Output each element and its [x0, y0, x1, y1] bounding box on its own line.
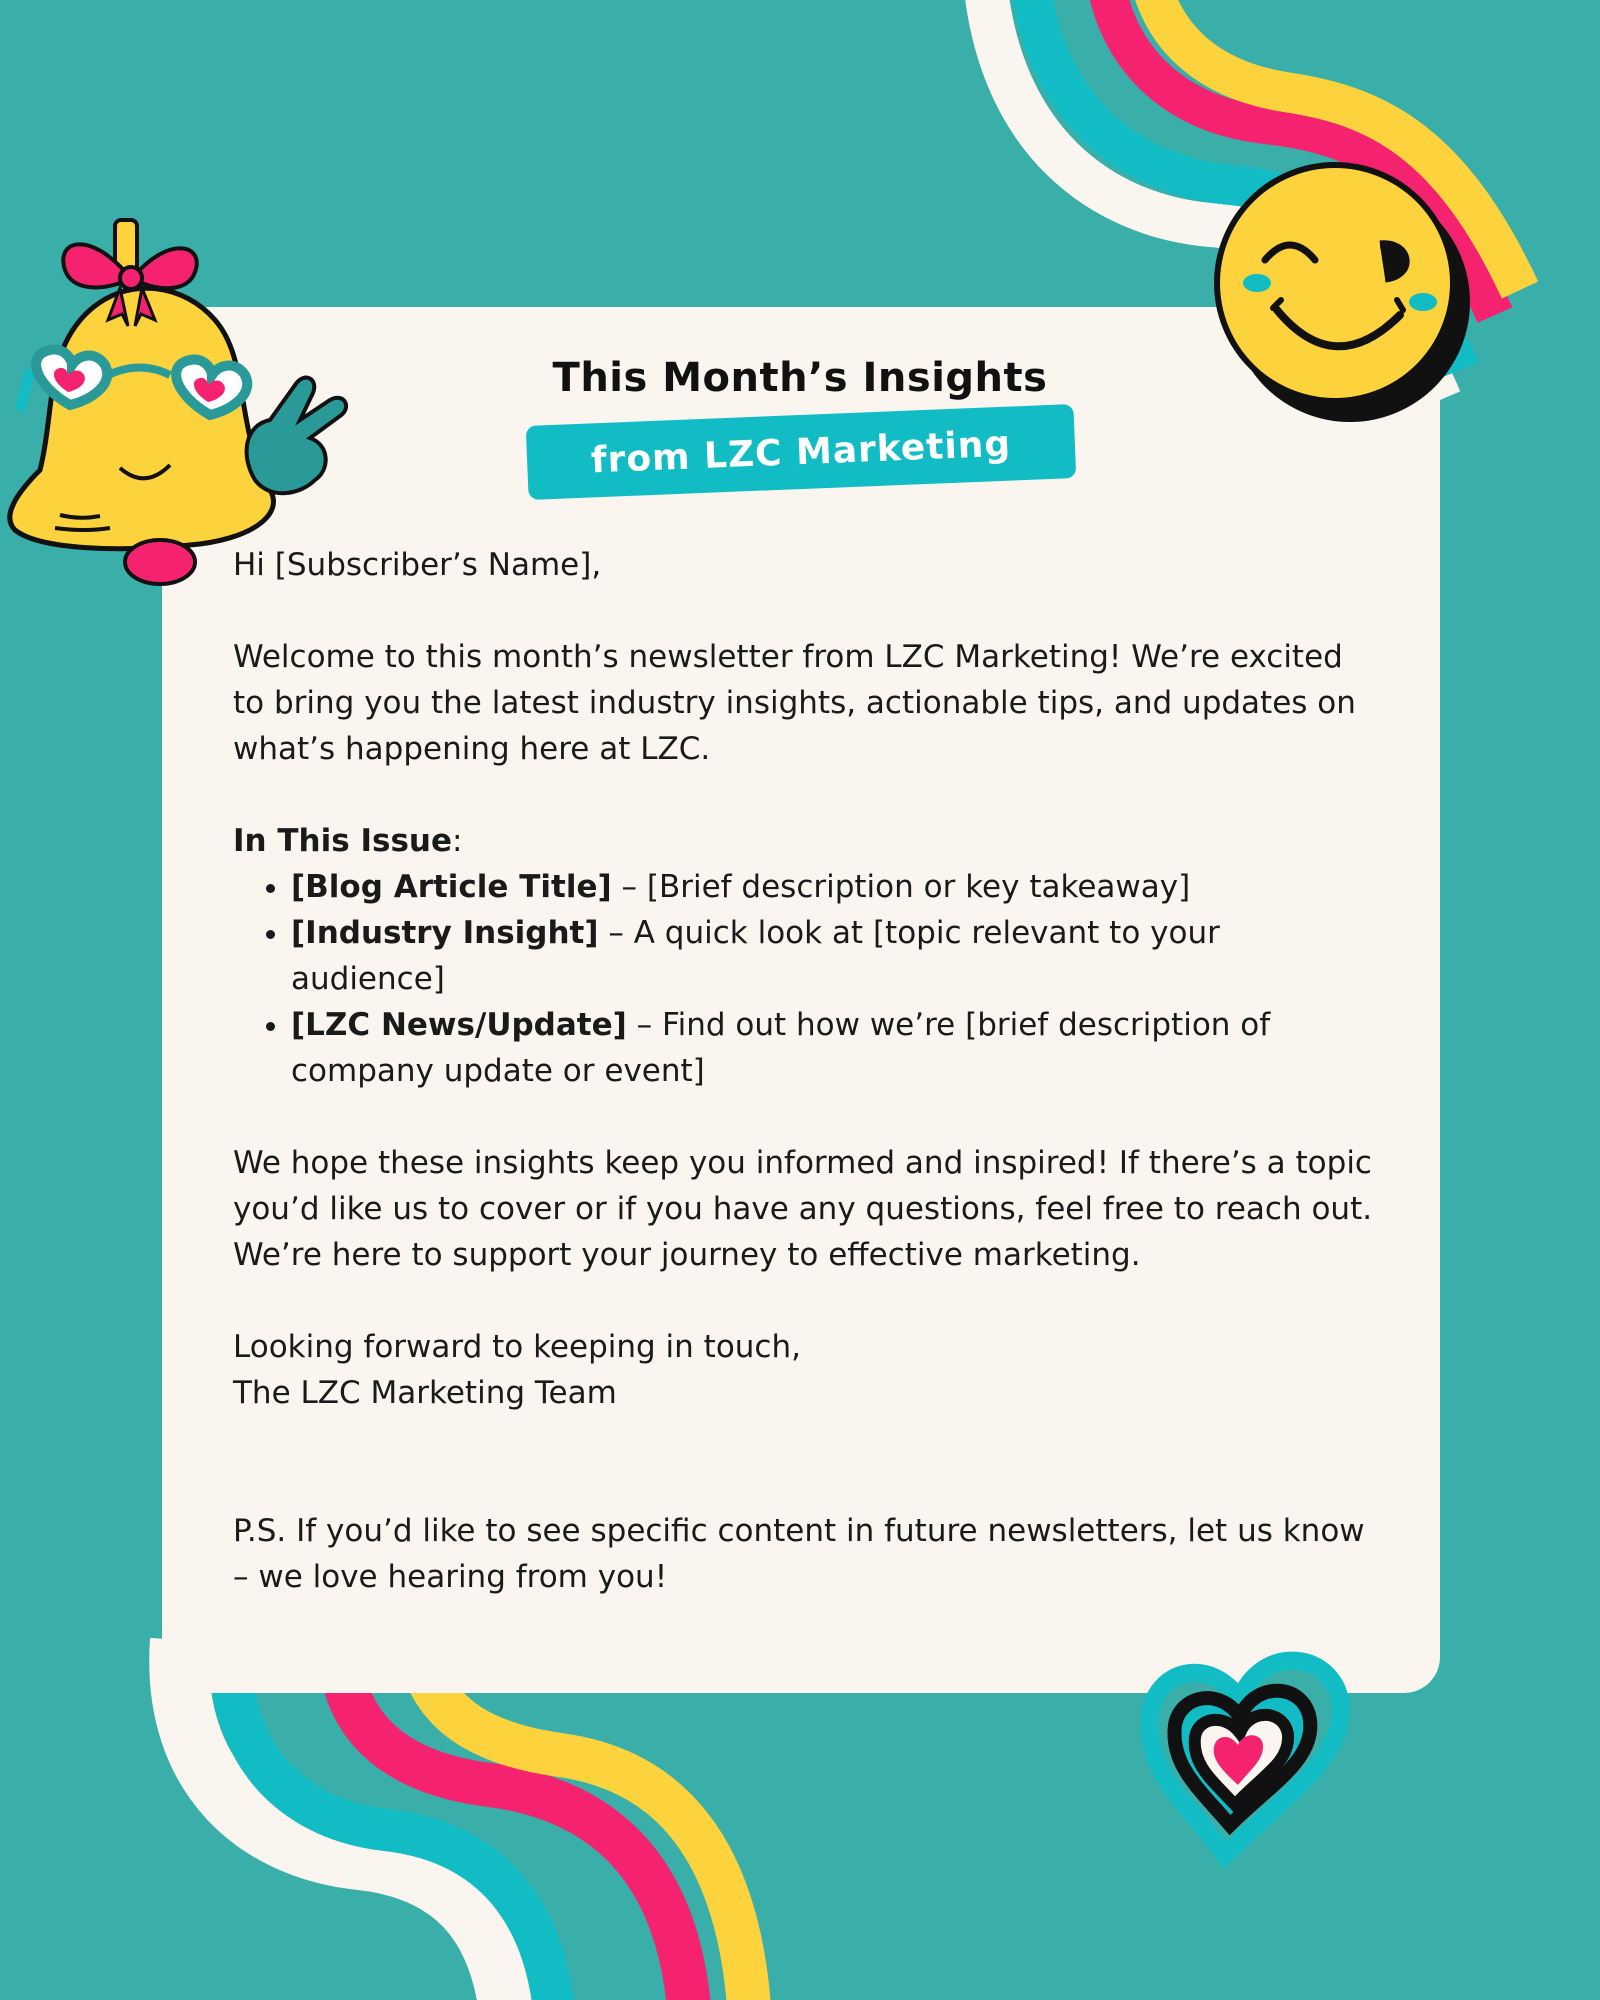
list-item [291, 864, 1383, 910]
issue-heading-label: In This Issue [233, 823, 453, 859]
bell-sticker-icon [0, 210, 360, 610]
issue-item-label: [Industry Insight] [291, 915, 599, 951]
issue-item-label: [LZC News/Update] [291, 1007, 627, 1043]
issue-item-text: – A quick look at [topic relevant to your audience] [291, 915, 1220, 997]
issue-item-text: – [Brief description or key takeaway] [611, 869, 1191, 905]
signoff-team: The LZC Marketing Team [233, 1375, 617, 1411]
winking-smiley-icon [1195, 150, 1495, 450]
page-title: This Month’s Insights [552, 355, 1048, 401]
signoff [233, 1324, 1383, 1416]
intro-paragraph: Welcome to this month’s newsletter from LZC Marketing! We’re excited to bring you the latest industry insights, actionable tips, and updates on what’s happening here at LZC. [233, 639, 1356, 767]
issue-item-label: [Blog Article Title] [291, 869, 612, 905]
list-item [291, 910, 1383, 1002]
letter-body [233, 542, 1383, 1646]
heart-sticker-icon [1130, 1625, 1390, 1885]
issue-heading: In This Issue: [233, 823, 463, 859]
closing-paragraph: We hope these insights keep you informed and inspired! If there’s a topic you’d like us to cover or if you have any questions, feel free to reach out. We’re here to support your journey to effective marketing. [233, 1145, 1373, 1273]
issue-list [233, 864, 1383, 1094]
greeting: Hi [Subscriber’s Name], [233, 547, 602, 583]
issue-item-text: – Find out how we’re [brief description of company update or event] [291, 1007, 1271, 1089]
subtitle-text: from LZC Marketing [590, 423, 1012, 481]
list-item [291, 1002, 1383, 1094]
signoff-line: Looking forward to keeping in touch, [233, 1329, 801, 1365]
ps-paragraph: P.S. If you’d like to see specific content in future newsletters, let us know – we love hearing from you! [233, 1513, 1365, 1595]
